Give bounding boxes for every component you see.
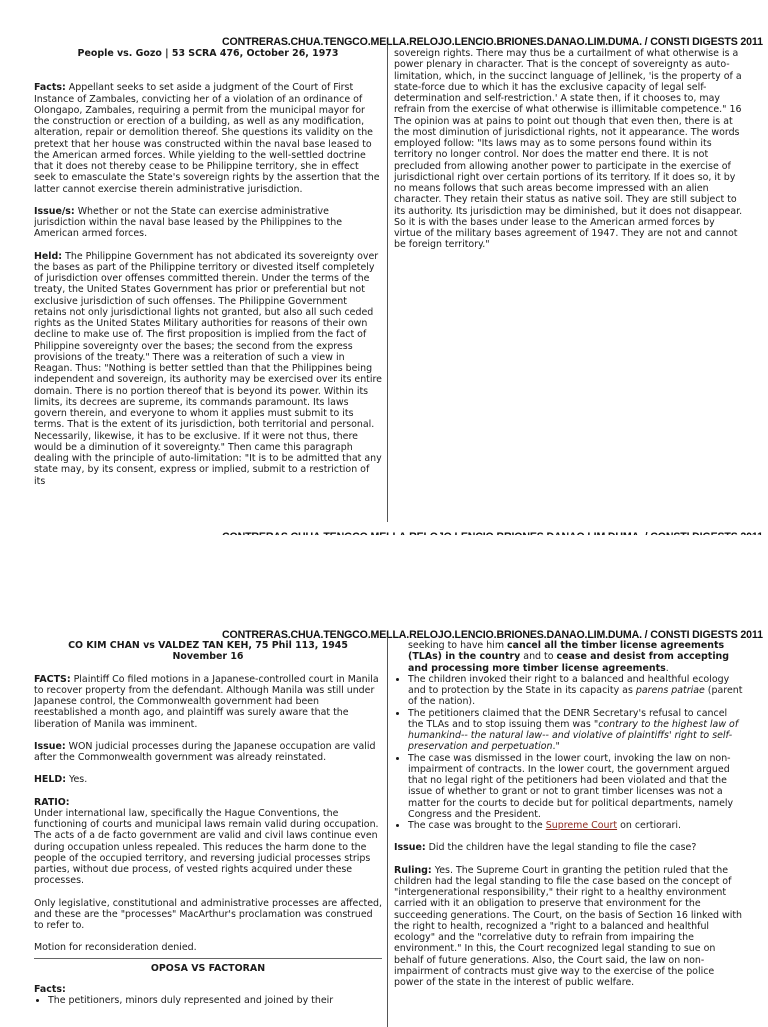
document-page-2 [0,620,768,1024]
list-item: • The petitioners claimed that the DENR Secretary's refusal to cancel the TLAs and to stop issuing them was "contrary to the highest law of humankind-- the natural law-- and violative of plaintiffs' right to self-preservation and perpetuation." [408,708,744,753]
list-item: • The children invoked their right to a balanced and healthful ecology and to protection by the State in its capacity as parens patriae (parent of the nation). [408,674,744,708]
held-label: HELD: [34,774,66,786]
held-label: Held: [34,250,63,262]
held-paragraph [34,251,382,487]
facts-paragraph [34,674,382,730]
right-column [394,640,744,1024]
processes-paragraph: Only legislative, constitutional and administrative processes are affected, and these are the "processes" MacArthur's proclamation was construed to refer to. [34,897,382,931]
continued-text: sovereign rights. There may thus be a curtailment of what otherwise is a power plenary in character. That is the concept of sovereignty as auto-limitation, which, in the succinct language of Jellinek, 'is the property of a state-force due to which it has the exclusive capacity of legal self-determination and self-restriction.' A state then, if it chooses to, may refrain from the exercise of what otherwise is illimitable competence." 16 The opinion was at pains to point out though that even then, there is at the most diminution of jurisdictional rights, not it appearance. The words employed follow: "Its laws may as to some persons found within its territory no longer control. Nor does the matter end there. It is not precluded from allowing another power to participate in the exercise of jurisdictional right over certain portions of its territory. If it does so, it by no means follows that such areas become impressed with an alien character. They retain their status as native soil. They are still subject to its authority. Its jurisdiction may be diminished, but it does not disappear. So it is with the bases under lease to the American armed forces by virtue of the military bases agreement of 1947. They are not and cannot be foreign territory." [394,48,743,251]
list-item: • The case was dismissed in the lower court, invoking the law on non-impairment of contracts. In the lower court, the government argued that no legal right of the petitioners had been violated and that the issue of whether to grant or not to grant timber licenses was not a matter for the courts to decide but for political departments, namely Congress and the President. [408,753,744,821]
supreme-court-link[interactable]: Supreme Court [545,820,618,831]
facts-label: Facts: [34,82,66,94]
list-item: • The petitioners, minors duly represented and joined by their [48,995,382,1006]
issue-text: WON judicial processes during the Japanese occupation are valid after the Commonwealth government was already reinstated. [34,740,376,763]
held-text: The Philippine Government has not abdicated its sovereignty over the bases as part of the Philippine territory or divested itself completely of jurisdiction over offenses committed therein. Under the terms of the treaty, the United States Government has prior or preferential but not exclusive jurisdiction of such offenses. The Philippine Government retains not only jurisdictional lights not granted, but also all such ceded rights as the United States Military authorities for reasons of their own decline to make use of. The first proposition is implied from the fact of Philippine sovereignty over the bases; the second from the express provisions of the treaty." There was a reiteration of such a view in Reagan. Thus: "Nothing is better settled than that the Philippines being independent and sovereign, its authority may be exercised over its entire domain. There is no portion thereof that is beyond its power. Within its limits, its decrees are supreme, its commands paramount. Its laws govern therein, and everyone to whom it applies must submit to its terms. That is the extent of its jurisdiction, both territorial and personal. Necessarily, likewise, it has to be exclusive. If it were not thus, there would be a diminution of it sovereignty." Then came this paragraph dealing with the principle of auto-limitation: "It is to be admitted that any state may, by its consent, express or implied, submit to a restriction of its [34,250,382,487]
oposa-facts-list [34,995,382,1006]
issue-paragraph [34,741,382,764]
oposa-title: OPOSA VS FACTORAN [150,962,266,974]
oposa-intro: seeking to have him cancel all the timber license agreements (TLAs) in the country and to cease and desist from accepting and processing more timber license agreements. [408,640,730,674]
facts-label: FACTS: [34,673,71,685]
oposa-facts-bullets [394,674,744,832]
page-header: CONTRERAS.CHUA.TENGCO.MELLA.RELOJO.LENCIO.BRIONES.DANAO.LIM.DUMA. / CONSTI DIGESTS 2011 [222,36,763,48]
column-divider [387,44,388,522]
oposa-issue-paragraph: Issue: Did the children have the legal standing to file the case? [394,842,697,854]
issue-text: Whether or not the State can exercise administrative jurisdiction within the naval base leased by the Philippines to the American armed forces. [34,205,343,240]
oposa-facts-label: Facts: [34,983,66,995]
page-header: CONTRERAS.CHUA.TENGCO.MELLA.RELOJO.LENCIO.BRIONES.DANAO.LIM.DUMA. / CONSTI DIGESTS 2011 [222,629,763,641]
left-column [34,48,382,524]
page-gap [0,535,768,620]
facts-paragraph [34,82,382,195]
facts-text: Appellant seeks to set aside a judgment of the Court of First Instance of Zambales, convicting her of a violation of an ordinance of Olongapo, Zambales, requiring a permit from the municipal mayor for the construction or erection of a building, as well as any modification, alteration, repair or demolition thereof. She questions its validity on the pretext that her house was constructed within the naval base leased to the American armed forces. While yielding to the well-settled doctrine that it does not thereby cease to be Philippine territory, she in effect seek to emasculate the State's sovereign rights by the assertion that the latter cannot exercise therein administrative jurisdiction. [34,82,380,195]
issue-label: Issue/s: [34,205,75,217]
section-divider [34,958,382,959]
column-divider [387,637,388,1027]
facts-text: Plaintiff Co filed motions in a Japanese-controlled court in Manila to recover property from the defendant. Although Manila was still under Japanese control, the Commonwealth government had been reestablished a month ago, and plaintiff was surely aware that the liberation of Manila was imminent. [34,673,379,730]
list-item: • The case was brought to the Supreme Court on certiorari. [408,820,744,831]
ratio-text: Under international law, specifically the Hague Conventions, the functioning of courts and municipal laws remain valid during occupation. The acts of a de facto government are valid and civil laws continue even during occupation unless repealed. This reduces the harm done to the people of the occupied territory, and reversing judicial processes strips parties, without due process, of vested rights acquired under these processes. [34,807,379,887]
issue-paragraph [34,206,382,240]
case-title: People vs. Gozo | 53 SCRA 476, October 26, 1973 [77,48,339,59]
case-title-line1: CO KIM CHAN vs VALDEZ TAN KEH, 75 Phil 113, 1945 [68,640,348,651]
right-column [394,48,744,528]
ratio-label: RATIO: [34,796,70,808]
held-text: Yes. [65,774,88,786]
issue-label: Issue: [34,740,66,752]
case-title-line2: November 16 [172,651,244,663]
held-paragraph [34,774,382,785]
motion-text: Motion for reconsideration denied. [34,942,197,954]
oposa-ruling-paragraph: Ruling: Yes. The Supreme Court in granting the petition ruled that the children had the legal standing to file the case based on the concept of "intergenerational responsibility," their right to a healthy environment carried with it an obligation to preserve that environment for the succeeding generations. The Court, on the basis of Section 16 linked with the right to health, recognized a "right to a balanced and healthful ecology" and the "correlative duty to refrain from impairing the environment." In this, the Court recognized legal standing to sue on behalf of future generations. Also, the Court said, the law on non-impairment of contracts must give way to the exercise of the police power of the state in the interest of public welfare. [394,864,743,988]
left-column [34,640,382,1024]
